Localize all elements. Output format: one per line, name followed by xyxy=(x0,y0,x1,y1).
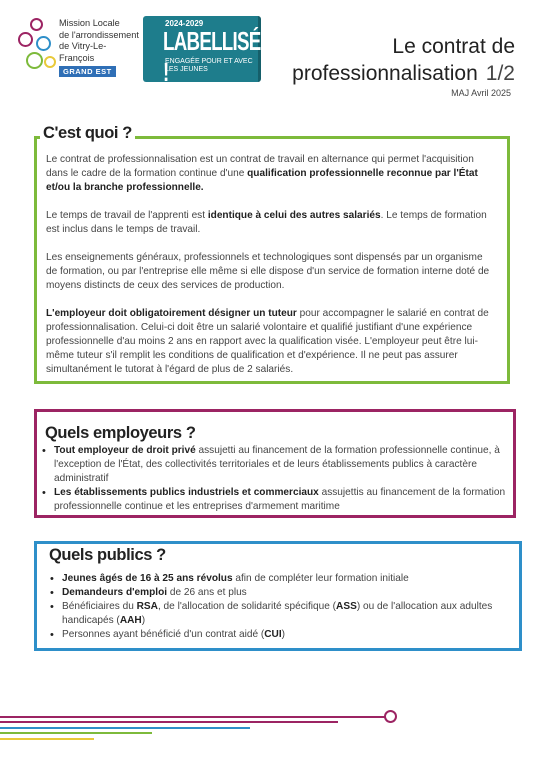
public-4-cui: CUI xyxy=(264,629,282,640)
paragraph-definition xyxy=(46,153,492,195)
footer-line-green xyxy=(0,732,152,734)
document-title xyxy=(292,33,515,87)
label-years: 2024-2029 xyxy=(165,19,204,28)
footer-line-maroon xyxy=(0,716,386,718)
list-item xyxy=(46,586,510,600)
p2-bold: identique à celui des autres salariés xyxy=(207,210,381,221)
paragraph-teaching: Les enseignements généraux, professionnels et technologiques sont dispensés par un organisme de formation, ou par l'entreprise elle même si elle dispose d'un service de formation interne doté de moyens distincts de ceux des services de production. xyxy=(46,252,490,291)
publics-list xyxy=(46,572,510,642)
logo-circle-maroon-2 xyxy=(18,32,33,47)
title-line-2-text: professionnalisation xyxy=(292,62,478,85)
employer-1-bold: Tout employeur de droit privé xyxy=(54,445,196,456)
section-quels-publics-body xyxy=(46,572,510,642)
public-2-bold: Demandeurs d'emploi xyxy=(62,587,168,598)
footer-line-yellow xyxy=(0,738,94,740)
public-1-bold: Jeunes âgés de 16 à 25 ans révolus xyxy=(62,573,233,584)
list-item xyxy=(46,600,510,628)
ml-line-1: Mission Locale xyxy=(59,18,120,28)
public-3-e: ) ou de l'allocation aux adultes handicapés ( xyxy=(62,601,493,626)
public-4-c: ) xyxy=(281,629,286,640)
public-3-g: ) xyxy=(141,615,146,626)
paragraph-working-time xyxy=(46,209,492,237)
logo-circle-blue xyxy=(36,36,51,51)
public-3-aah: AAH xyxy=(119,615,142,626)
section-quels-employeurs-body xyxy=(38,444,508,514)
label-sub-line-1: ENGAGÉE POUR ET AVEC xyxy=(165,58,253,65)
public-4-a: Personnes ayant bénéficié d'un contrat aidé ( xyxy=(62,629,265,640)
mission-locale-name xyxy=(59,18,141,64)
footer-circle-icon xyxy=(384,710,397,723)
logo-circle-maroon xyxy=(30,18,43,31)
ml-line-2: de l'arrondissement xyxy=(59,29,139,40)
employer-2-text: assujettis au financement de la formation professionnelle continue et les entreprises d'armement maritime xyxy=(54,487,506,512)
section-cest-quoi-body xyxy=(46,153,492,377)
region-badge: GRAND EST xyxy=(59,66,116,77)
employer-2-bold: Les établissements publics industriels et commerciaux xyxy=(54,487,319,498)
section-cest-quoi-title: C'est quoi ? xyxy=(40,124,135,143)
public-3-ass: ASS xyxy=(336,601,357,612)
section-quels-employeurs-title: Quels employeurs ? xyxy=(42,424,199,443)
footer-line-maroon-2 xyxy=(0,721,338,723)
label-subtitle xyxy=(165,58,253,74)
p2-text-a: Le temps de travail de l'apprenti est xyxy=(46,210,208,221)
list-item xyxy=(46,628,510,642)
p1-text: Le contrat de professionnalisation est un contrat de travail en alternance qui permet l'acquisition dans le cadre de la formation continue d'une xyxy=(46,154,474,179)
public-3-a: Bénéficiaires du xyxy=(62,601,137,612)
p4-text: pour accompagner le salarié en contrat de professionnalisation. Celui-ci doit être un salarié volontaire et qualifié justifiant d'une expérience professionnelle d'au moins 2 ans en rapport avec la qualification visée. L'employeur peut être lui-même tuteur s'il remplit les conditions de qualification et d'expérience. Il ne peut pas assurer simultanément le tutorat à l'égard de plus de 2 salariés. xyxy=(46,308,489,375)
list-item xyxy=(38,486,508,514)
footer-line-blue xyxy=(0,727,250,729)
update-date: MAJ Avril 2025 xyxy=(451,88,511,98)
list-item xyxy=(46,572,510,586)
section-quels-publics-title: Quels publics ? xyxy=(46,546,169,565)
label-main: LABELLISÉE ! xyxy=(163,26,273,87)
list-item xyxy=(38,444,508,486)
logo-circle-yellow xyxy=(44,56,56,68)
mission-locale-logo xyxy=(16,16,141,80)
title-line-1: Le contrat de xyxy=(392,35,515,58)
title-line-2 xyxy=(292,60,515,87)
logo-circle-green xyxy=(26,52,43,69)
page-number: 1/2 xyxy=(485,62,515,85)
public-1-text: afin de compléter leur formation initiale xyxy=(232,573,409,584)
employer-1-text: assujetti au financement de la formation professionnelle continue, à l'exception de l'État, des collectivités territoriales et de leurs établissements publics à caractère administratif xyxy=(54,445,500,484)
p4-bold: L'employeur doit obligatoirement désigner un tuteur xyxy=(46,308,297,319)
p1-bold: qualification professionnelle reconnue par l'État et/ou la branche professionnelle. xyxy=(46,168,478,193)
public-3-c: , de l'allocation de solidarité spécifique ( xyxy=(157,601,337,612)
public-2-text: de 26 ans et plus xyxy=(167,587,247,598)
employers-list xyxy=(38,444,508,514)
ml-line-3: de Vitry-Le-François xyxy=(59,41,107,63)
labellisee-badge xyxy=(143,16,273,87)
paragraph-tutor xyxy=(46,307,492,377)
p2-text-c: . Le temps de formation est inclus dans le temps de travail. xyxy=(46,210,487,235)
label-sub-line-2: LES JEUNES xyxy=(165,66,208,73)
public-3-rsa: RSA xyxy=(136,601,158,612)
